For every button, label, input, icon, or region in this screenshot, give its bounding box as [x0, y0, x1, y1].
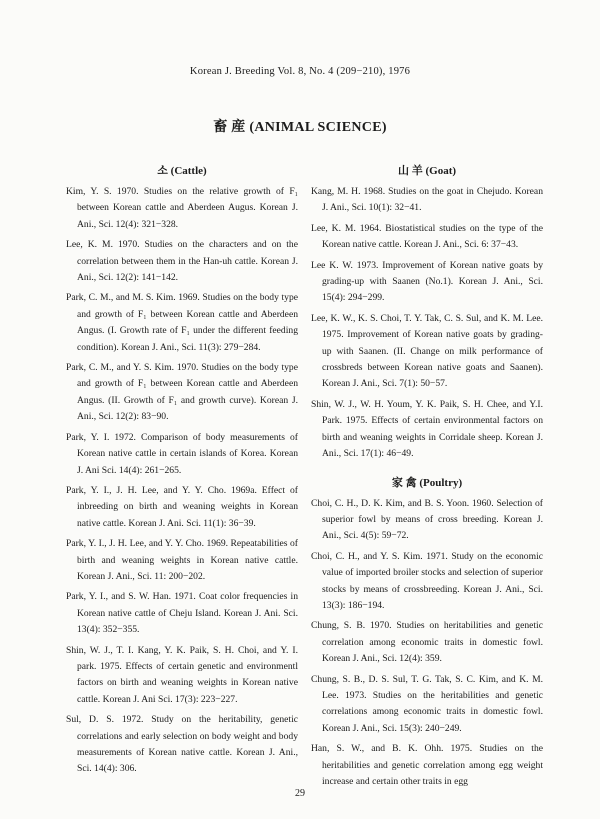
reference-entry: Lee, K. W., K. S. Choi, T. Y. Tak, C. S. Sul, and K. M. Lee. 1975. Improvement of Korean native goats by grading-up with Saanen. (II. Change on milk performance of crossbreds between Korean native goats and Saanen). Korean J. Ani., Sci. 7(1): 50−57.	[311, 312, 543, 390]
reference-entry: Kang, M. H. 1968. Studies on the goat in Chejudo. Korean J. Ani., Sci. 10(1): 32−41.	[311, 186, 543, 214]
left-column	[66, 162, 298, 782]
section-title: 畜 産 (ANIMAL SCIENCE)	[213, 120, 387, 135]
reference-entry: Park, Y. I., J. H. Lee, and Y. Y. Cho. 1969. Repeatabilities of birth and weaning weights in Korean native cattle. Korean J. Ani., Sci. 11: 200−202.	[66, 538, 298, 582]
reference-entry: Park, Y. I., J. H. Lee, and Y. Y. Cho. 1969a. Effect of inbreeding on birth and weaning weights in Korean native cattle. Korean J. Ani. Sci. 11(1): 36−39.	[66, 484, 298, 529]
reference-entry: Han, S. W., and B. K. Ohh. 1975. Studies on the heritabilities and genetic correlation among egg weight increase and certain other traits in egg	[311, 743, 543, 787]
reference-entry: Sul, D. S. 1972. Study on the heritability, genetic correlations and early selection on body weight and body measurements of Korean native cattle. Korean J. Ani., Sci. 14(4): 306.	[66, 714, 298, 775]
journal-header: Korean J. Breeding Vol. 8, No. 4 (209−210), 1976	[189, 66, 411, 77]
right-column	[311, 162, 543, 794]
reference-entry: Lee, K. M. 1970. Studies on the characters and on the correlation between them in the Han-uh cattle. Korean J. Ani., Sci. 12(2): 141−142.	[66, 239, 298, 284]
category-heading-goat: 山 羊 (Goat)	[397, 165, 457, 177]
page-number: 29	[295, 788, 305, 799]
reference-entry: Park, C. M., and M. S. Kim. 1969. Studies on the body type and growth of F₁ between Korean cattle and Aberdeen Angus. (I. Growth rate of F₁ under the different feeding condition). Korean J. Ani., Sci. 11(3): 279−284.	[66, 292, 298, 353]
reference-entry: Shin, W. J., W. H. Youm, Y. K. Paik, S. H. Chee, and Y.I. Park. 1975. Effects of certain environmental factors on birth and weaning weights in Corridale sheep. Korean J. Ani., Sci. 17(1): 46−49.	[311, 398, 543, 460]
reference-entry: Kim, Y. S. 1970. Studies on the relative growth of F₁ between Korean cattle and Aberdeen Augus. Korean J. Ani., Sci. 12(4): 321−328.	[66, 186, 298, 230]
category-heading-cattle: 소 (Cattle)	[157, 165, 207, 177]
reference-entry: Park, C. M., and Y. S. Kim. 1970. Studies on the body type and growth of F₁ between Korean cattle and Aberdeen Angus. (II. Growth of F₁ and growth curve). Korean J. Ani., Sci. 12(2): 83−90.	[66, 362, 298, 423]
reference-entry: Park, Y. I. 1972. Comparison of body measurements of Korean native cattle in certain islands of Korea. Korean J. Ani Sci. 14(4): 261−265.	[66, 431, 298, 476]
reference-entry: Park, Y. I., and S. W. Han. 1971. Coat color frequencies in Korean native cattle of Cheju Island. Korean J. Ani. Sci. 13(4): 352−355.	[66, 591, 298, 636]
reference-entry: Chung, S. B. 1970. Studies on heritabilities and genetic correlation among economic traits in domestic fowl. Korean J. Ani., Sci. 12(4): 359.	[311, 620, 543, 665]
reference-entry: Lee, K. M. 1964. Biostatistical studies on the type of the Korean native cattle. Korean J. Ani., Sci. 6: 37−43.	[311, 222, 543, 251]
reference-entry: Lee K. W. 1973. Improvement of Korean native goats by grading-up with Saanen (No.1). Korean J. Ani., Sci. 15(4): 294−299.	[311, 259, 543, 304]
reference-entry: Shin, W. J., T. I. Kang, Y. K. Paik, S. H. Choi, and Y. I. park. 1975. Effects of certain genetic and environmentl factors on birth and weaning weights in Korean native cattle. Korean J. Ani Sci. 17(3): 223−227.	[66, 644, 298, 705]
reference-entry: Choi, C. H., D. K. Kim, and B. S. Yoon. 1960. Selection of superior fowl by means of cross breeding. Korean J. Ani., Sci. 4(5): 59−72.	[311, 497, 543, 542]
category-heading-poultry: 家 禽 (Poultry)	[391, 476, 463, 489]
reference-entry: Chung, S. B., D. S. Sul, T. G. Tak, S. C. Kim, and K. M. Lee. 1973. Studies on the heritabilities and genetic correlations among economic traits in domestic fowl. Korean J. Ani., Sci. 15(3): 240−249.	[311, 673, 543, 734]
reference-entry: Choi, C. H., and Y. S. Kim. 1971. Study on the economic value of imported broiler stocks and selection of superior stocks by means of crossbreeding. Korean J. Ani., Sci. 13(3): 186−194.	[311, 550, 543, 611]
